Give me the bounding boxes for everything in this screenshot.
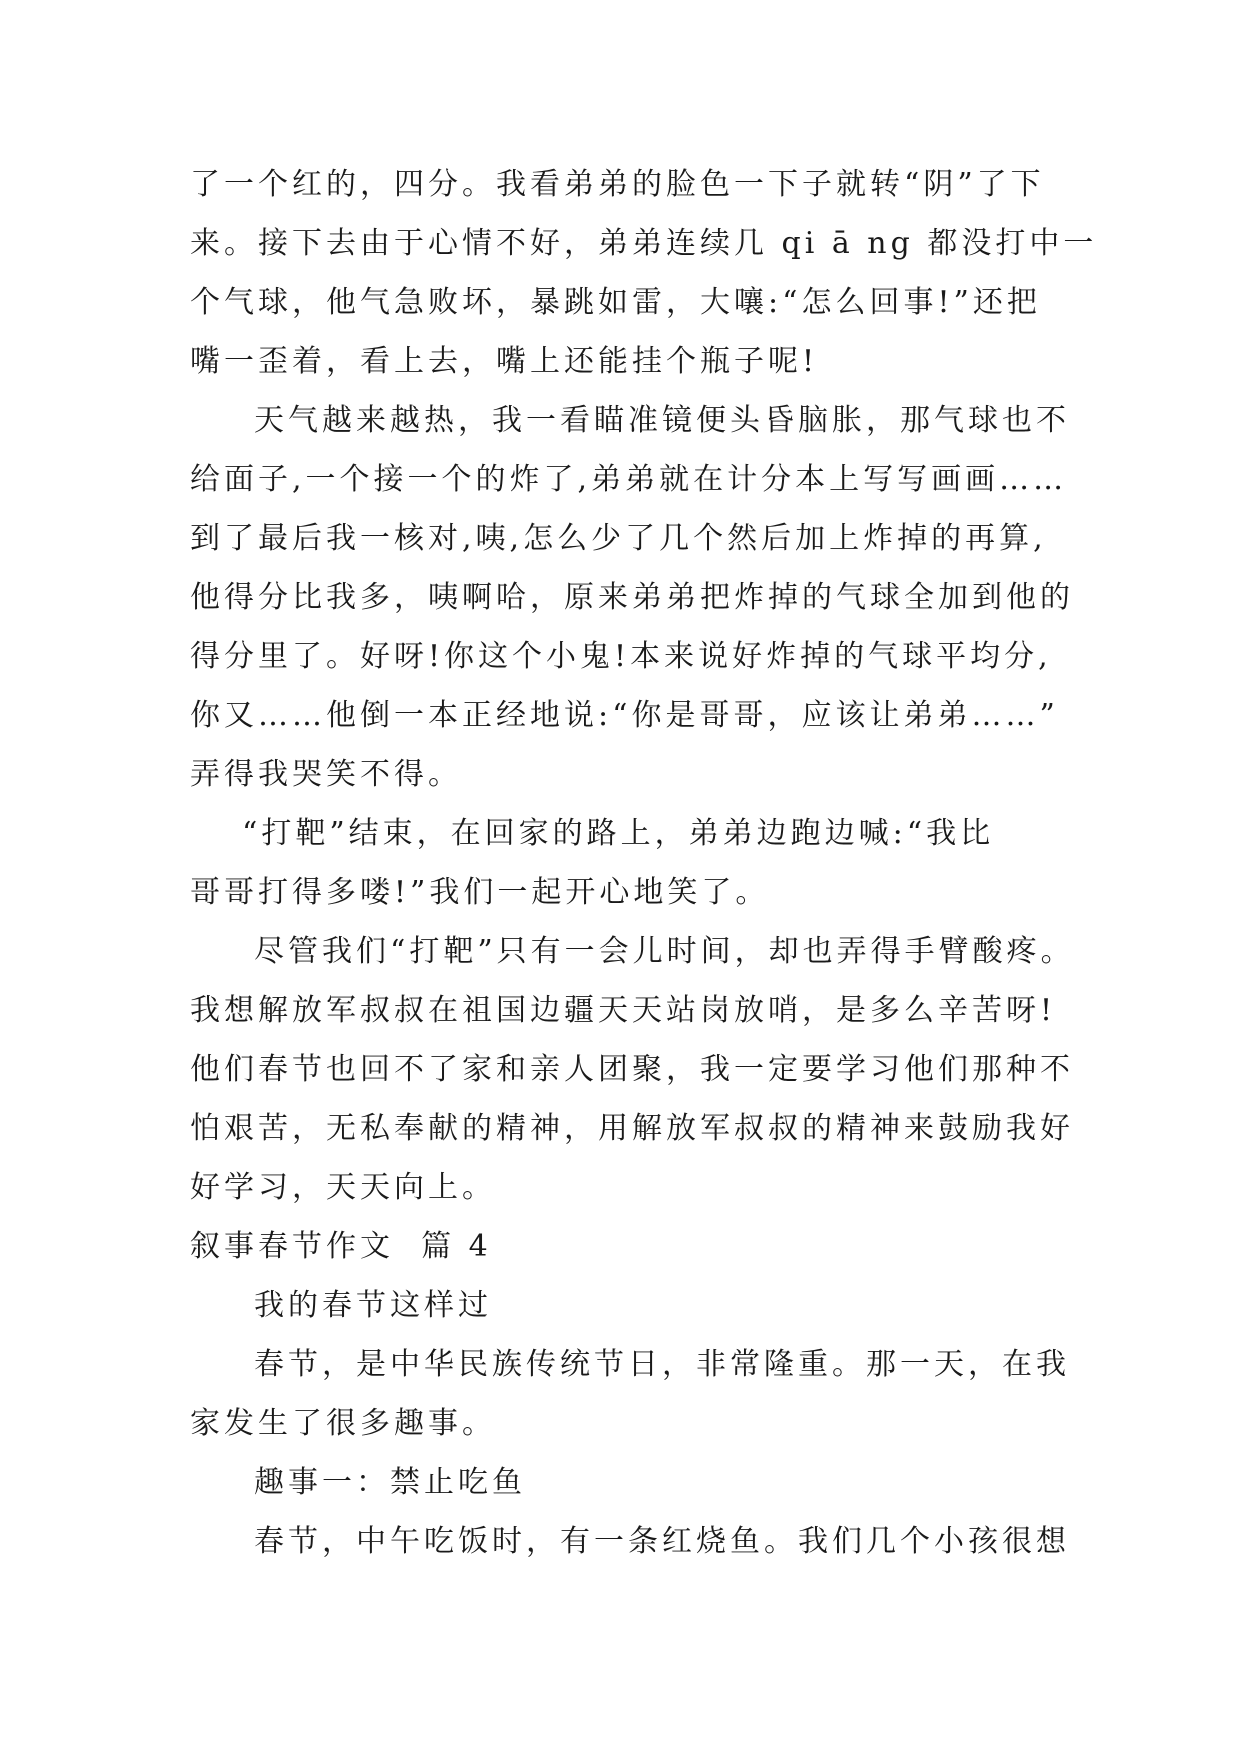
text-line: 他们春节也回不了家和亲人团聚，我一定要学习他们那种不 [190, 1052, 1074, 1087]
document-body [190, 155, 1098, 1571]
paragraph-7 [190, 1512, 1070, 1571]
paragraph-6 [190, 1453, 1050, 1512]
text-line: 春节，中午吃饭时，有一条红烧鱼。我们几个小孩很想 [254, 1524, 1070, 1559]
section-heading-text: 叙事春节作文 篇 4 [190, 1229, 492, 1264]
text-line: 家发生了很多趣事。 [190, 1406, 496, 1441]
text-line: 我想解放军叔叔在祖国边疆天天站岗放哨，是多么辛苦呀! [190, 993, 1057, 1028]
text-line: 弄得我哭笑不得。 [190, 757, 462, 792]
paragraph-1 [190, 155, 1098, 391]
paragraph-3 [190, 804, 1050, 922]
text-line: 到了最后我一核对,咦,怎么少了几个然后加上炸掉的再算, [190, 521, 1047, 556]
text-line: “打靶”结束，在回家的路上，弟弟边跑边喊:“我比 [242, 816, 995, 851]
paragraph-5 [190, 1335, 1070, 1453]
text-line: 得分里了。好呀!你这个小鬼!本来说好炸掉的气球平均分, [190, 639, 1052, 674]
text-line: 来。接下去由于心情不好，弟弟连续几 qi ā ng 都没打中一 [190, 226, 1098, 261]
paragraph-2 [190, 391, 1074, 804]
text-line: 了一个红的，四分。我看弟弟的脸色一下子就转“阴”了下 [190, 167, 1045, 202]
text-line: 给面子,一个接一个的炸了,弟弟就在计分本上写写画画…… [190, 462, 1068, 497]
text-line: 我的春节这样过 [254, 1288, 492, 1323]
text-line: 嘴一歪着，看上去，嘴上还能挂个瓶子呢! [190, 344, 819, 379]
text-line: 春节，是中华民族传统节日，非常隆重。那一天，在我 [254, 1347, 1070, 1382]
text-line: 天气越来越热，我一看瞄准镜便头昏脑胀，那气球也不 [254, 403, 1070, 438]
subtitle-paragraph [190, 1276, 1050, 1335]
text-line: 尽管我们“打靶”只有一会儿时间，却也弄得手臂酸疼。 [254, 934, 1075, 969]
section-heading [190, 1217, 1050, 1276]
text-line: 他得分比我多，咦啊哈，原来弟弟把炸掉的气球全加到他的 [190, 580, 1074, 615]
text-line: 个气球，他气急败坏，暴跳如雷，大嚷:“怎么回事!”还把 [190, 285, 1041, 320]
text-line: 怕艰苦，无私奉献的精神，用解放军叔叔的精神来鼓励我好 [190, 1111, 1074, 1146]
text-line: 哥哥打得多喽!”我们一起开心地笑了。 [190, 875, 770, 910]
text-line: 趣事一：禁止吃鱼 [254, 1465, 526, 1500]
text-line: 你又……他倒一本正经地说:“你是哥哥，应该让弟弟……” [190, 698, 1059, 733]
text-line: 好学习，天天向上。 [190, 1170, 496, 1205]
paragraph-4 [190, 922, 1075, 1217]
